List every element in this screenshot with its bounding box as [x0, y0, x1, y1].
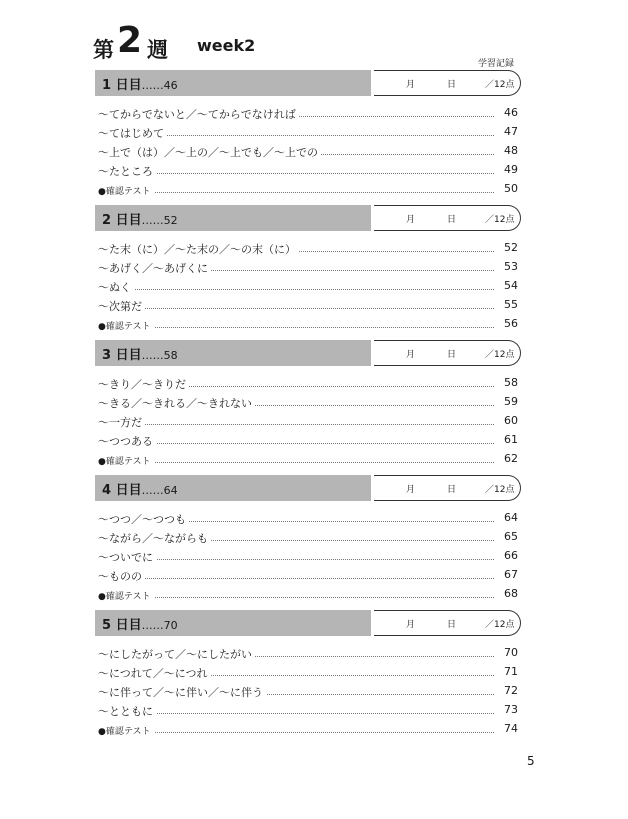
- day-header: [95, 610, 526, 636]
- toc-entry: [98, 646, 518, 665]
- dot-leader: [98, 327, 494, 328]
- dot-leader: [98, 732, 494, 733]
- entry-label: 〜たところ: [98, 163, 156, 179]
- entry-label: 〜きる／〜きれる／〜きれない: [98, 395, 255, 411]
- entry-page: 58: [504, 376, 518, 389]
- day-title: [102, 74, 178, 93]
- entry-label: 〜一方だ: [98, 414, 145, 430]
- entry-label: 〜上で（は）／〜上の／〜上でも／〜上での: [98, 144, 321, 160]
- entry-page: 59: [504, 395, 518, 408]
- day-label: 5 日目: [102, 618, 142, 633]
- day-bar: [95, 610, 371, 636]
- entry-label: 〜つつある: [98, 433, 156, 449]
- day-label: 3 日目: [102, 348, 142, 363]
- day-title: [102, 614, 178, 633]
- record-month: 月: [406, 80, 416, 90]
- day-items: [98, 376, 518, 471]
- toc-entry: [98, 260, 518, 279]
- toc-entry: [98, 684, 518, 703]
- review-test-row: [98, 452, 518, 471]
- record-points: ／12点: [485, 350, 515, 360]
- review-test-row: [98, 317, 518, 336]
- toc-entry: [98, 376, 518, 395]
- entry-page: 55: [504, 298, 518, 311]
- study-record-box: [374, 610, 521, 636]
- entry-label: 〜ながら／〜ながらも: [98, 530, 211, 546]
- dot-leader: [98, 424, 494, 425]
- entry-page: 74: [504, 722, 518, 735]
- day-bar: [95, 340, 371, 366]
- toc-entry: [98, 703, 518, 722]
- day-start-page: ……52: [141, 214, 178, 227]
- day-bar: [95, 205, 371, 231]
- entry-label: 〜つつ／〜つつも: [98, 511, 189, 527]
- record-points: ／12点: [485, 80, 515, 90]
- entry-page: 56: [504, 317, 518, 330]
- day-label: 2 日目: [102, 213, 142, 228]
- day-section-2: [95, 205, 526, 332]
- day-title: [102, 209, 178, 228]
- review-test-row: [98, 182, 518, 201]
- title-shuu: 週: [147, 38, 168, 62]
- entry-page: 53: [504, 260, 518, 273]
- review-test-row: [98, 587, 518, 606]
- record-month: 月: [406, 620, 416, 630]
- day-header: [95, 340, 526, 366]
- dot-leader: [98, 713, 494, 714]
- day-title: [102, 479, 178, 498]
- study-record-box: [374, 205, 521, 231]
- record-points: ／12点: [485, 215, 515, 225]
- toc-entry: [98, 279, 518, 298]
- entry-label: 〜てはじめて: [98, 125, 167, 141]
- toc-entry: [98, 414, 518, 433]
- dot-leader: [98, 289, 494, 290]
- day-start-page: ……46: [141, 79, 178, 92]
- record-day: 日: [447, 215, 457, 225]
- entry-page: 62: [504, 452, 518, 465]
- toc-entry: [98, 163, 518, 182]
- entry-page: 46: [504, 106, 518, 119]
- record-day: 日: [447, 80, 457, 90]
- entry-label: ●確認テスト: [98, 184, 154, 197]
- record-day: 日: [447, 350, 457, 360]
- study-record-box: [374, 475, 521, 501]
- entry-label: 〜た末（に）／〜た末の／〜の末（に）: [98, 241, 299, 257]
- day-section-3: [95, 340, 526, 467]
- entry-page: 49: [504, 163, 518, 176]
- day-label: 1 日目: [102, 78, 142, 93]
- entry-page: 66: [504, 549, 518, 562]
- day-section-1: [95, 70, 526, 197]
- record-month: 月: [406, 485, 416, 495]
- entry-page: 68: [504, 587, 518, 600]
- page-number: 5: [527, 754, 535, 768]
- entry-label: 〜につれて／〜につれ: [98, 665, 211, 681]
- entry-page: 70: [504, 646, 518, 659]
- day-bar: [95, 475, 371, 501]
- review-test-row: [98, 722, 518, 741]
- toc-entry: [98, 106, 518, 125]
- toc-entry: [98, 568, 518, 587]
- entry-page: 60: [504, 414, 518, 427]
- record-day: 日: [447, 485, 457, 495]
- entry-page: 71: [504, 665, 518, 678]
- day-items: [98, 241, 518, 336]
- entry-label: 〜ついでに: [98, 549, 156, 565]
- record-month: 月: [406, 350, 416, 360]
- dot-leader: [98, 559, 494, 560]
- day-items: [98, 106, 518, 201]
- day-title: [102, 344, 178, 363]
- entry-label: 〜にしたがって／〜にしたがい: [98, 646, 255, 662]
- toc-entry: [98, 144, 518, 163]
- study-record-box: [374, 70, 521, 96]
- entry-page: 73: [504, 703, 518, 716]
- day-bar: [95, 70, 371, 96]
- record-day: 日: [447, 620, 457, 630]
- toc-entry: [98, 549, 518, 568]
- toc-entry: [98, 433, 518, 452]
- entry-page: 54: [504, 279, 518, 292]
- toc-entry: [98, 395, 518, 414]
- entry-page: 47: [504, 125, 518, 138]
- toc-entry: [98, 665, 518, 684]
- toc-entry: [98, 241, 518, 260]
- entry-page: 64: [504, 511, 518, 524]
- dot-leader: [98, 597, 494, 598]
- title-week-label: week2: [197, 36, 256, 55]
- day-items: [98, 646, 518, 741]
- entry-page: 48: [504, 144, 518, 157]
- day-header: [95, 205, 526, 231]
- title-week-number: 2: [117, 20, 143, 61]
- dot-leader: [98, 308, 494, 309]
- entry-page: 67: [504, 568, 518, 581]
- entry-page: 52: [504, 241, 518, 254]
- toc-entry: [98, 125, 518, 144]
- day-start-page: ……70: [141, 619, 178, 632]
- day-header: [95, 475, 526, 501]
- entry-label: 〜次第だ: [98, 298, 145, 314]
- dot-leader: [98, 192, 494, 193]
- study-record-box: [374, 340, 521, 366]
- entry-page: 65: [504, 530, 518, 543]
- day-start-page: ……64: [141, 484, 178, 497]
- toc-entry: [98, 530, 518, 549]
- entry-label: 〜きり／〜きりだ: [98, 376, 189, 392]
- dot-leader: [98, 578, 494, 579]
- entry-label: ●確認テスト: [98, 454, 154, 467]
- record-points: ／12点: [485, 620, 515, 630]
- dot-leader: [98, 443, 494, 444]
- dot-leader: [98, 462, 494, 463]
- entry-label: 〜ものの: [98, 568, 145, 584]
- entry-label: 〜に伴って／〜に伴い／〜に伴う: [98, 684, 266, 700]
- entry-label: 〜とともに: [98, 703, 156, 719]
- toc-entry: [98, 298, 518, 317]
- entry-label: 〜ぬく: [98, 279, 134, 295]
- record-points: ／12点: [485, 485, 515, 495]
- entry-page: 50: [504, 182, 518, 195]
- entry-page: 61: [504, 433, 518, 446]
- record-month: 月: [406, 215, 416, 225]
- day-start-page: ……58: [141, 349, 178, 362]
- entry-label: 〜あげく／〜あげくに: [98, 260, 211, 276]
- day-header: [95, 70, 526, 96]
- title-dai: 第: [93, 38, 114, 62]
- day-items: [98, 511, 518, 606]
- dot-leader: [98, 173, 494, 174]
- day-label: 4 日目: [102, 483, 142, 498]
- toc-entry: [98, 511, 518, 530]
- entry-label: 〜てからでないと／〜てからでなければ: [98, 106, 299, 122]
- day-section-5: [95, 610, 526, 737]
- study-record-label: 学習記録: [478, 59, 515, 69]
- day-section-4: [95, 475, 526, 602]
- entry-label: ●確認テスト: [98, 319, 154, 332]
- entry-page: 72: [504, 684, 518, 697]
- entry-label: ●確認テスト: [98, 589, 154, 602]
- entry-label: ●確認テスト: [98, 724, 154, 737]
